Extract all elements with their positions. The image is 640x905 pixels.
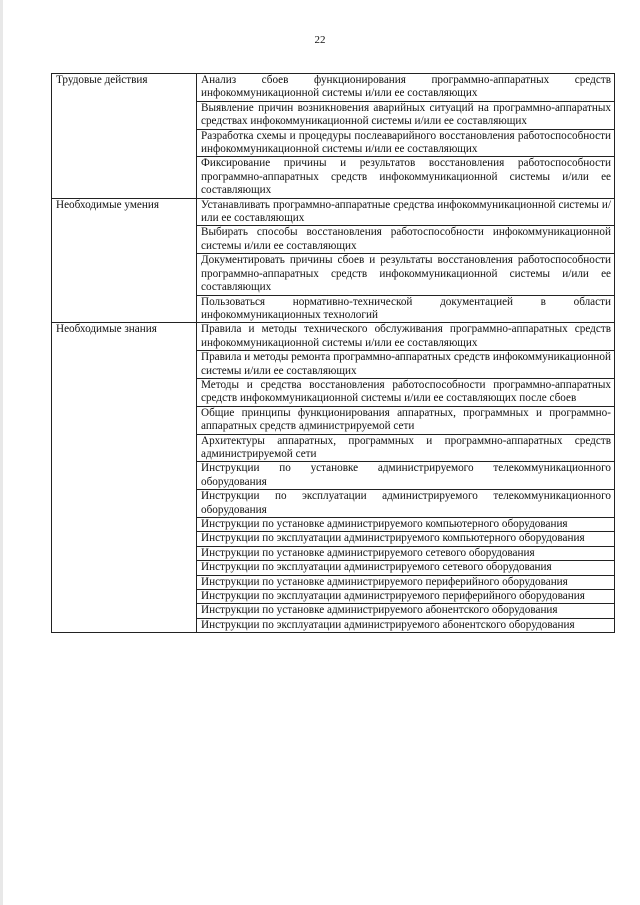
page-number: 22 bbox=[314, 34, 326, 46]
table-body bbox=[52, 74, 615, 633]
table-row bbox=[52, 198, 615, 226]
table-cell: Инструкции по установке администрируемого абонентского оборудования bbox=[197, 604, 615, 618]
table-cell: Общие принципы функционирования аппаратных, программных и программно-аппаратных средств администрируемой сети bbox=[197, 406, 615, 434]
table-cell: Устанавливать программно-аппаратные средства инфокоммуникационной системы и/или ее составляющих bbox=[197, 198, 615, 226]
table-cell: Инструкции по установке администрируемого периферийного оборудования bbox=[197, 575, 615, 589]
table-cell: Инструкции по эксплуатации администрируемого абонентского оборудования bbox=[197, 618, 615, 632]
table-cell: Инструкции по установке администрируемого телекоммуникационного оборудования bbox=[197, 462, 615, 490]
table-cell: Архитектуры аппаратных, программных и программно-аппаратных средств администрируемой сети bbox=[197, 434, 615, 462]
table-cell: Инструкции по эксплуатации администрируемого сетевого оборудования bbox=[197, 561, 615, 575]
section-label-labor-actions: Трудовые действия bbox=[52, 74, 197, 199]
competency-table bbox=[51, 73, 615, 633]
table-row bbox=[52, 74, 615, 102]
scan-edge bbox=[0, 0, 3, 905]
table-row bbox=[52, 323, 615, 351]
section-label-required-knowledge: Необходимые знания bbox=[52, 323, 197, 633]
table-cell: Пользоваться нормативно-технической документацией в области инфокоммуникационных технологий bbox=[197, 295, 615, 323]
table-cell: Инструкции по эксплуатации администрируемого периферийного оборудования bbox=[197, 590, 615, 604]
table-cell: Разработка схемы и процедуры послеаварийного восстановления работоспособности инфокоммуникационной системы и/или ее составляющих bbox=[197, 129, 615, 157]
table-cell: Фиксирование причины и результатов восстановления работоспособности программно-аппаратных средств инфокоммуникационной системы и/или ее составляющих bbox=[197, 157, 615, 198]
table-cell: Правила и методы технического обслуживания программно-аппаратных средств инфокоммуникационной системы и/или ее составляющих bbox=[197, 323, 615, 351]
section-label-required-skills: Необходимые умения bbox=[52, 198, 197, 323]
table-cell: Анализ сбоев функционирования программно-аппаратных средств инфокоммуникационной системы и/или ее составляющих bbox=[197, 74, 615, 102]
table-cell: Инструкции по установке администрируемого компьютерного оборудования bbox=[197, 518, 615, 532]
table-cell: Выявление причин возникновения аварийных ситуаций на программно-аппаратных средствах инфокоммуникационной системы и/или ее составляющих bbox=[197, 101, 615, 129]
table-cell: Документировать причины сбоев и результаты восстановления работоспособности программно-аппаратных средств инфокоммуникационной системы и/или ее составляющих bbox=[197, 254, 615, 295]
table-cell: Методы и средства восстановления работоспособности программно-аппаратных средств инфокоммуникационной системы и/или ее составляющих после сбоев bbox=[197, 378, 615, 406]
table-cell: Правила и методы ремонта программно-аппаратных средств инфокоммуникационной системы и/или ее составляющих bbox=[197, 351, 615, 379]
table-cell: Инструкции по эксплуатации администрируемого телекоммуникационного оборудования bbox=[197, 490, 615, 518]
table-cell: Выбирать способы восстановления работоспособности инфокоммуникационной системы и/или ее составляющих bbox=[197, 226, 615, 254]
table-cell: Инструкции по эксплуатации администрируемого компьютерного оборудования bbox=[197, 532, 615, 546]
table-cell: Инструкции по установке администрируемого сетевого оборудования bbox=[197, 546, 615, 560]
